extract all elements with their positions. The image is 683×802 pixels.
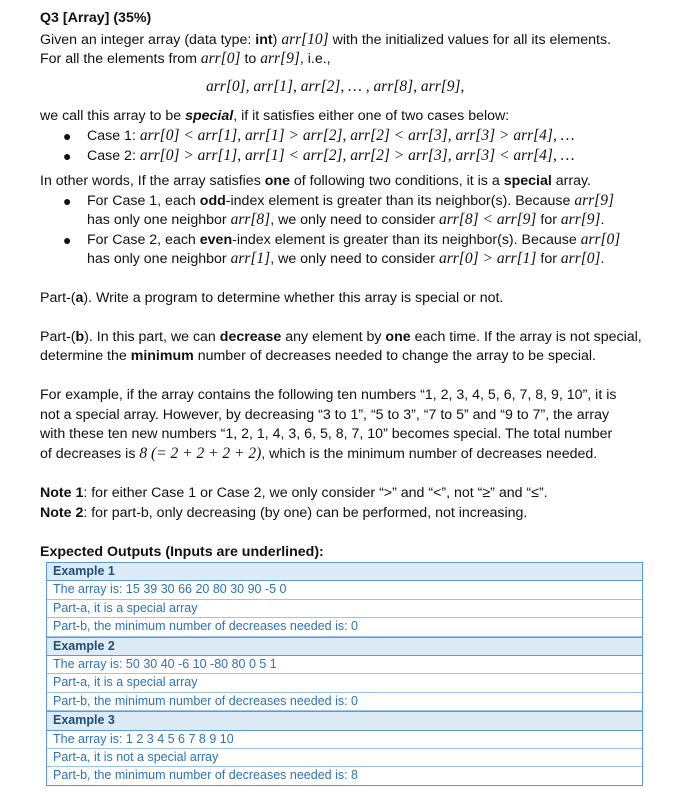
bullet-icon: ● — [63, 193, 72, 209]
example-1-header: Example 1 — [47, 563, 642, 581]
part-b-description-line-1: Part-(b). In this part, we can decrease any element by one each time. If the array is not special, — [40, 329, 642, 345]
case-1: Case 1: arr[0] < arr[1], arr[1] > arr[2], arr[2] < arr[3], arr[3] > arr[4], … — [87, 127, 575, 144]
intro-line-2: For all the elements from arr[0] to arr[9], i.e., — [40, 50, 331, 67]
case-2: Case 2: arr[0] > arr[1], arr[1] < arr[2], arr[2] > arr[3], arr[3] < arr[4], … — [87, 147, 575, 164]
example-3-array: The array is: 1 2 3 4 5 6 7 8 9 10 — [47, 731, 642, 749]
example-paragraph-line-4: of decreases is 8 (= 2 + 2 + 2 + 2), which is the minimum number of decreases needed. — [40, 445, 598, 462]
case-2-explanation-line-1: For Case 2, each even-index element is greater than its neighbor(s). Because arr[0] — [87, 231, 621, 248]
note-1: Note 1: for either Case 1 or Case 2, we only consider “>” and “<”, not “≥” and “≤”. — [40, 485, 548, 501]
question-title: Q3 [Array] (35%) — [40, 10, 152, 26]
example-2-part-a: Part-a, it is a special array — [47, 674, 642, 692]
intro-line-1: Given an integer array (data type: int) arr[10] with the initialized values for all its elements. — [40, 31, 612, 48]
examples-table — [46, 562, 643, 786]
case-2-explanation-line-2: has only one neighbor arr[1], we only need to consider arr[0] > arr[1] for arr[0]. — [87, 250, 605, 267]
part-b-description-line-2: determine the minimum number of decreases needed to change the array to be special. — [40, 348, 597, 364]
bullet-icon: ● — [63, 148, 72, 164]
example-paragraph-line-1: For example, if the array contains the following ten numbers “1, 2, 3, 4, 5, 6, 7, 8, 9, 10”, it is — [40, 387, 617, 403]
example-2-header: Example 2 — [47, 637, 642, 656]
bullet-icon: ● — [63, 232, 72, 248]
example-1-part-a: Part-a, it is a special array — [47, 600, 642, 618]
element-sequence: arr[0], arr[1], arr[2], … , arr[8], arr[9], — [206, 78, 465, 95]
other-words-line: In other words, If the array satisfies one of following two conditions, it is a special array. — [40, 173, 591, 189]
example-3-part-a: Part-a, it is not a special array — [47, 749, 642, 767]
example-2-part-b: Part-b, the minimum number of decreases needed is: 0 — [47, 693, 642, 711]
part-a-description: Part-(a). Write a program to determine whether this array is special or not. — [40, 290, 504, 306]
example-1-array: The array is: 15 39 30 66 20 80 30 90 -5 0 — [47, 581, 642, 599]
case-1-explanation-line-1: For Case 1, each odd-index element is greater than its neighbor(s). Because arr[9] — [87, 192, 614, 209]
note-2: Note 2: for part-b, only decreasing (by one) can be performed, not increasing. — [40, 505, 528, 521]
example-3-part-b: Part-b, the minimum number of decreases needed is: 8 — [53, 768, 359, 783]
example-2-array: The array is: 50 30 40 -6 10 -80 80 0 5 1 — [47, 656, 642, 674]
example-paragraph-line-3: with these ten new numbers “1, 2, 1, 4, 3, 6, 5, 8, 7, 10” becomes special. The total number — [40, 426, 613, 442]
expected-outputs-heading: Expected Outputs (Inputs are underlined): — [40, 544, 324, 560]
bullet-icon: ● — [63, 128, 72, 144]
example-paragraph-line-2: not a special array. However, by decreasing “3 to 1”, “5 to 3”, “7 to 5” and “9 to 7”, the array — [40, 407, 610, 423]
special-definition: we call this array to be special, if it satisfies either one of two cases below: — [40, 108, 510, 124]
case-1-explanation-line-2: has only one neighbor arr[8], we only need to consider arr[8] < arr[9] for arr[9]. — [87, 211, 605, 228]
example-3-header: Example 3 — [47, 711, 642, 730]
example-1-part-b: Part-b, the minimum number of decreases needed is: 0 — [47, 618, 642, 636]
